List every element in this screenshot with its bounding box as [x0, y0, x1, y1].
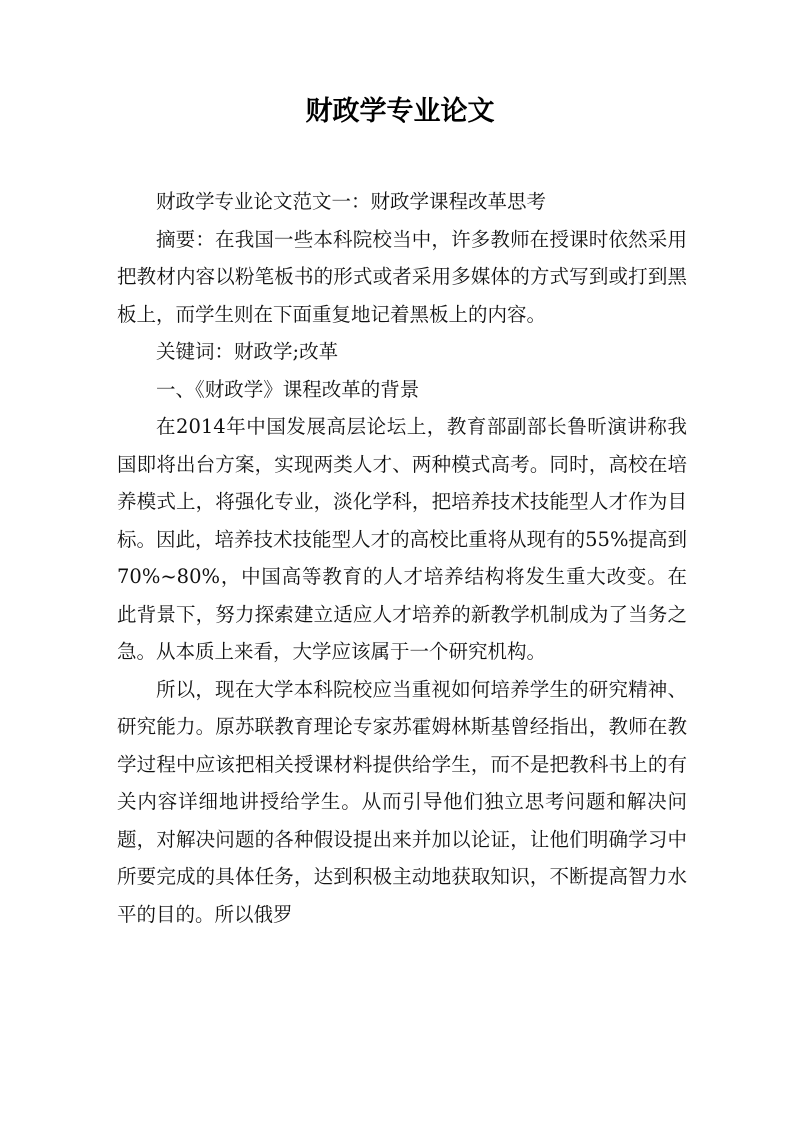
- paragraph-keywords: 关键词：财政学;改革: [156, 340, 339, 363]
- paragraph-abstract: 摘要：在我国一些本科院校当中，许多教师在授课时依然采用把教材内容以粉笔板书的形式或者采用多媒体的方式写到或打到黑板上，而学生则在下面重复地记着黑板上的内容。: [117, 227, 687, 326]
- section-heading: 一、《财政学》课程改革的背景: [156, 377, 420, 401]
- paragraph-research: 所以，现在大学本科院校应当重视如何培养学生的研究精神、研究能力。原苏联教育理论专家苏霍姆林斯基曾经指出，教师在教学过程中应该把相关授课材料提供给学生，而不是把教科书上的有关内容详细地讲授给学生。从而引导他们独立思考问题和解决问题，对解决问题的各种假设提出来并加以论证，让他们明确学习中所要完成的具体任务，达到积极主动地获取知识，不断提高智力水平的目的。所以俄罗: [117, 677, 687, 926]
- paragraph-subtitle: 财政学专业论文范文一：财政学课程改革思考: [156, 190, 547, 213]
- document-title: 财政学专业论文: [305, 96, 495, 127]
- paragraph-background: 在2014年中国发展高层论坛上，教育部副部长鲁昕演讲称我国即将出台方案，实现两类人才、两种模式高考。同时，高校在培养模式上，将强化专业，淡化学科，把培养技术技能型人才作为目标。因此，培养技术技能型人才的高校比重将从现有的55%提高到70%~80%，中国高等教育的人才培养结构将发生重大改变。在此背景下，努力探索建立适应人才培养的新教学机制成为了当务之急。从本质上来看，大学应该属于一个研究机构。: [117, 415, 687, 663]
- document-body: [117, 183, 687, 933]
